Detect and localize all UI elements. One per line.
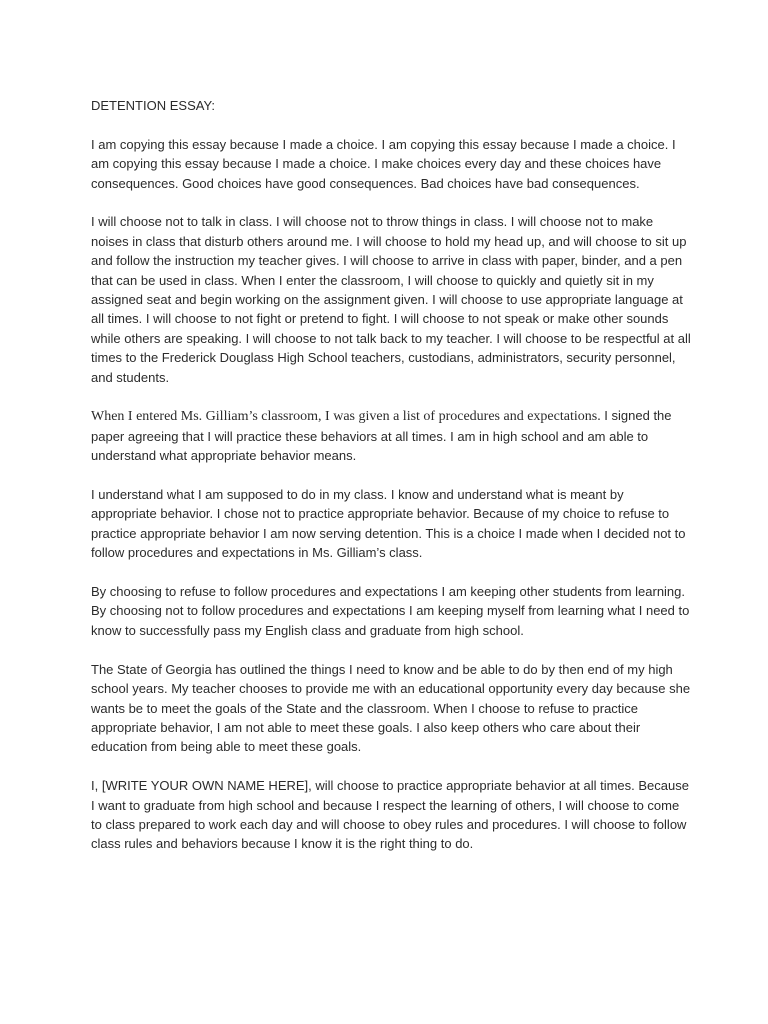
essay-title: DETENTION ESSAY: — [91, 98, 216, 113]
paragraph-procedures-agreement — [91, 406, 691, 465]
paragraph-state-goals: The State of Georgia has outlined the things I need to know and be able to do by then end of my high school years. My teacher chooses to provide me with an educational opportunity every day because she wants be to meet the goals of the State and the classroom. When I choose to refuse to practice appropriate behavior, I am not able to meet these goals. I also keep others who care about their education from being able to meet these goals. — [91, 661, 691, 755]
essay-body — [91, 96, 691, 873]
paragraph-understanding: I understand what I am supposed to do in my class. I know and understand what is meant by appropriate behavior. I chose not to practice appropriate behavior. Because of my choice to refuse to practice appropriate behavior I am now serving detention. This is a choice I made when I decided not to follow procedures and expectations in Ms. Gilliam’s class. — [91, 487, 686, 561]
paragraph-impact-on-learning: By choosing to refuse to follow procedures and expectations I am keeping other students from learning. By choosing not to follow procedures and expectations I am keeping myself from learning what I need to know to successfully pass my English class and graduate from high school. — [91, 584, 690, 638]
paragraph-copying-reason: I am copying this essay because I made a choice. I am copying this essay because I made a choice. I am copying this essay because I made a choice. I make choices every day and these choices have consequences. Good choices have good consequences. Bad choices have bad consequences. — [91, 136, 676, 191]
paragraph-pledge: I, [WRITE YOUR OWN NAME HERE], will choose to practice appropriate behavior at all times. Because I want to graduate from high school and because I respect the learning of others, I will choose to come to class prepared to work each day and will choose to obey rules and procedures. I will choose to follow class rules and behaviors because I know it is the right thing to do. — [91, 778, 689, 852]
paragraph-behavior-commitments: I will choose not to talk in class. I will choose not to throw things in class. I will choose not to make noises in class that disturb others around me. I will choose to hold my head up, and will choose to sit up and follow the instruction my teacher gives. I will choose to arrive in class with paper, binder, and a pen that can be used in class. When I enter the classroom, I will choose to quickly and quietly sit in my assigned seat and begin working on the assignment given. I will choose to use appropriate language at all times. I will choose to not fight or pretend to fight. I will choose to not speak or make other sounds while others are speaking. I will choose to not talk back to my teacher. I will choose to be respectful at all times to the Frederick Douglass High School teachers, custodians, administrators, security personnel, and students. — [91, 214, 691, 385]
paragraph-procedures-text: I signed the paper agreeing that I will practice these behaviors at all times. I am in high school and am able to understand what appropriate behavior means. — [91, 408, 672, 464]
paragraph-procedures-lead: When I entered Ms. Gilliam’s classroom, I was given a list of procedures and expectations. — [91, 409, 601, 425]
